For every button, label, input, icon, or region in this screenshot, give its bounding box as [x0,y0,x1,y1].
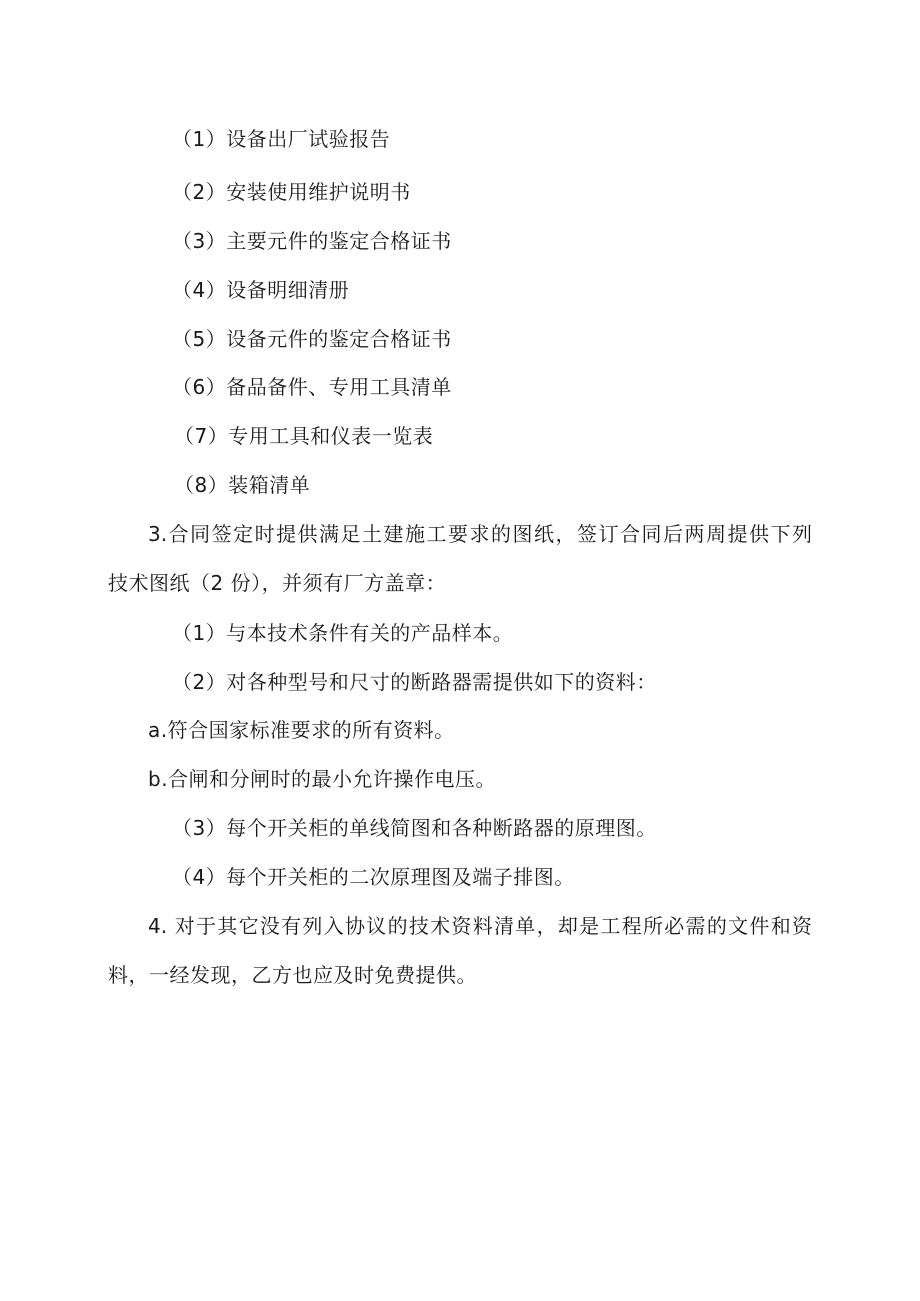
list-item-secondary-diagram: （4）每个开关柜的二次原理图及端子排图。 [172,865,575,889]
list-item-breaker-documents: （2）对各种型号和尺寸的断路器需提供如下的资料： [172,670,657,694]
list-item-main-component-certificates: （3）主要元件的鉴定合格证书 [172,229,452,253]
list-item-equipment-detail-list: （4）设备明细清册 [172,278,350,302]
list-item-single-line-diagram: （3）每个开关柜的单线简图和各种断路器的原理图。 [172,816,657,840]
subitem-national-standard-docs: a.符合国家标准要求的所有资料。 [148,718,455,742]
list-item-installation-manual: （2）安装使用维护说明书 [172,180,411,204]
paragraph-4-line-2: 料，一经发现，乙方也应及时免费提供。 [108,963,477,987]
list-item-component-certificates: （5）设备元件的鉴定合格证书 [172,327,452,351]
paragraph-3-line-2: 技术图纸（2 份），并须有厂方盖章： [108,571,447,595]
list-item-tools-instruments-list: （7）专用工具和仪表一览表 [174,424,434,448]
paragraph-3-line-1: 3.合同签定时提供满足土建施工要求的图纸，签订合同后两周提供下列 [148,522,812,546]
subitem-min-operating-voltage: b.合闸和分闸时的最小允许操作电压。 [148,767,497,791]
paragraph-4-line-1: 4. 对于其它没有列入协议的技术资料清单，却是工程所必需的文件和资 [148,914,812,938]
list-item-equipment-test-report: （1）设备出厂试验报告 [172,127,391,151]
list-item-packing-list: （8）装箱清单 [174,473,311,497]
list-item-spare-parts-list: （6）备品备件、专用工具清单 [172,375,452,399]
list-item-product-samples: （1）与本技术条件有关的产品样本。 [172,621,514,645]
